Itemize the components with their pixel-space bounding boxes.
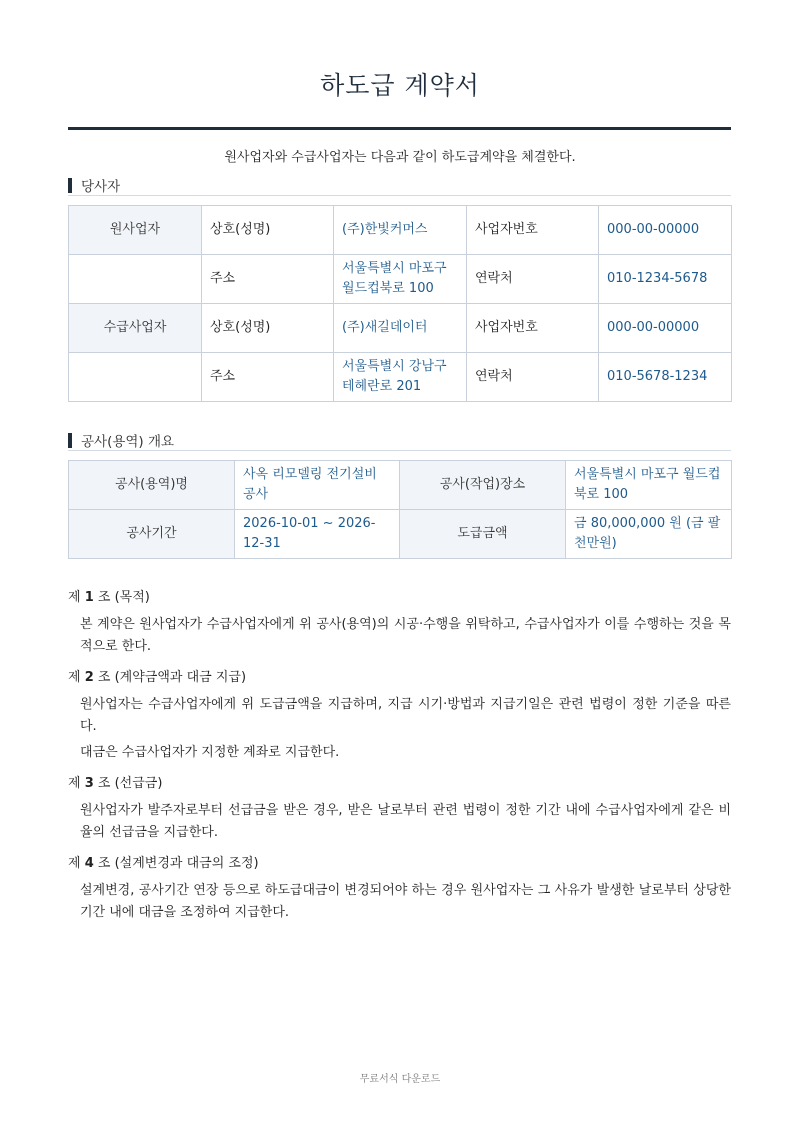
table-row xyxy=(69,461,732,510)
field-label: 공사기간 xyxy=(69,510,235,559)
table-row xyxy=(69,304,732,353)
work-place: 서울특별시 마포구 월드컵북로 100 xyxy=(566,461,732,510)
section-heading-overview xyxy=(68,430,731,451)
party-address: 서울특별시 강남구 테헤란로 201 xyxy=(334,353,467,402)
party-name: (주)한빛커머스 xyxy=(334,206,467,255)
article-suffix: 조 xyxy=(97,776,111,791)
article xyxy=(68,668,731,764)
article-heading: (설계변경과 대금의 조정) xyxy=(114,856,259,871)
article-number: 3 xyxy=(84,776,94,791)
field-label: 도급금액 xyxy=(400,510,566,559)
article-body xyxy=(80,800,731,844)
article xyxy=(68,588,731,658)
title-divider xyxy=(68,127,731,130)
section-marker xyxy=(68,178,72,193)
article-number: 1 xyxy=(84,590,94,605)
table-row xyxy=(69,206,732,255)
article-number: 2 xyxy=(84,670,94,685)
section-title: 당사자 xyxy=(81,179,121,195)
article xyxy=(68,774,731,844)
table-row xyxy=(69,353,732,402)
article-paragraph: 원사업자는 수급사업자에게 위 도급금액을 지급하며, 지급 시기·방법과 지급기일은 관련 법령이 정한 기준을 따른다. xyxy=(80,697,731,734)
table-row xyxy=(69,510,732,559)
party-address: 서울특별시 마포구 월드컵북로 100 xyxy=(334,255,467,304)
field-label: 주소 xyxy=(202,255,334,304)
article-prefix: 제 xyxy=(68,670,81,685)
section-title: 공사(용역) 개요 xyxy=(81,434,175,450)
field-label: 공사(용역)명 xyxy=(69,461,235,510)
field-label: 사업자번호 xyxy=(467,206,599,255)
party-role: 원사업자 xyxy=(69,206,202,255)
article-number: 4 xyxy=(84,856,94,871)
field-label: 주소 xyxy=(202,353,334,402)
contract-amount: 금 80,000,000 원 (금 팔천만원) xyxy=(566,510,732,559)
section-heading-parties xyxy=(68,175,731,196)
article-prefix: 제 xyxy=(68,590,81,605)
intro-text: 원사업자와 수급사업자는 다음과 같이 하도급계약을 체결한다. xyxy=(224,150,576,165)
party-phone: 010-5678-1234 xyxy=(599,353,732,402)
article-paragraph: 설계변경, 공사기간 연장 등으로 하도급대금이 변경되어야 하는 경우 원사업자는 그 사유가 발생한 날로부터 상당한 기간 내에 대금을 조정하여 지급한다. xyxy=(80,883,731,920)
article-suffix: 조 xyxy=(97,670,111,685)
article-heading: (목적) xyxy=(114,590,150,605)
article-prefix: 제 xyxy=(68,776,81,791)
empty-cell xyxy=(69,353,202,402)
field-label: 상호(성명) xyxy=(202,304,334,353)
articles xyxy=(68,588,731,934)
table-row xyxy=(69,255,732,304)
field-label: 상호(성명) xyxy=(202,206,334,255)
article-paragraph: 대금은 수급사업자가 지정한 계좌로 지급한다. xyxy=(80,745,340,760)
article xyxy=(68,854,731,924)
parties-table xyxy=(68,205,732,402)
field-label: 연락처 xyxy=(467,353,599,402)
article-prefix: 제 xyxy=(68,856,81,871)
article-paragraph: 본 계약은 원사업자가 수급사업자에게 위 공사(용역)의 시공·수행을 위탁하고, 수급사업자가 이를 수행하는 것을 목적으로 한다. xyxy=(80,617,731,654)
party-phone: 010-1234-5678 xyxy=(599,255,732,304)
party-bizno: 000-00-00000 xyxy=(599,206,732,255)
work-period: 2026-10-01 ~ 2026-12-31 xyxy=(235,510,400,559)
article-body xyxy=(80,694,731,764)
article-title xyxy=(68,668,731,688)
article-title xyxy=(68,774,731,794)
article-suffix: 조 xyxy=(97,590,111,605)
article-heading: (선급금) xyxy=(114,776,163,791)
article-heading: (계약금액과 대금 지급) xyxy=(114,670,247,685)
document-title: 하도급 계약서 xyxy=(320,71,480,100)
field-label: 연락처 xyxy=(467,255,599,304)
footer-download-link[interactable]: 무료서식 다운로드 xyxy=(359,1074,441,1085)
party-role: 수급사업자 xyxy=(69,304,202,353)
party-bizno: 000-00-00000 xyxy=(599,304,732,353)
party-name: (주)새길데이터 xyxy=(334,304,467,353)
article-body xyxy=(80,614,731,658)
empty-cell xyxy=(69,255,202,304)
field-label: 공사(작업)장소 xyxy=(400,461,566,510)
article-title xyxy=(68,588,731,608)
article-paragraph: 원사업자가 발주자로부터 선급금을 받은 경우, 받은 날로부터 관련 법령이 정한 기간 내에 수급사업자에게 같은 비율의 선급금을 지급한다. xyxy=(80,803,731,840)
field-label: 사업자번호 xyxy=(467,304,599,353)
article-title xyxy=(68,854,731,874)
article-body xyxy=(80,880,731,924)
overview-table xyxy=(68,460,732,559)
section-marker xyxy=(68,433,72,448)
work-name: 사옥 리모델링 전기설비 공사 xyxy=(235,461,400,510)
article-suffix: 조 xyxy=(97,856,111,871)
